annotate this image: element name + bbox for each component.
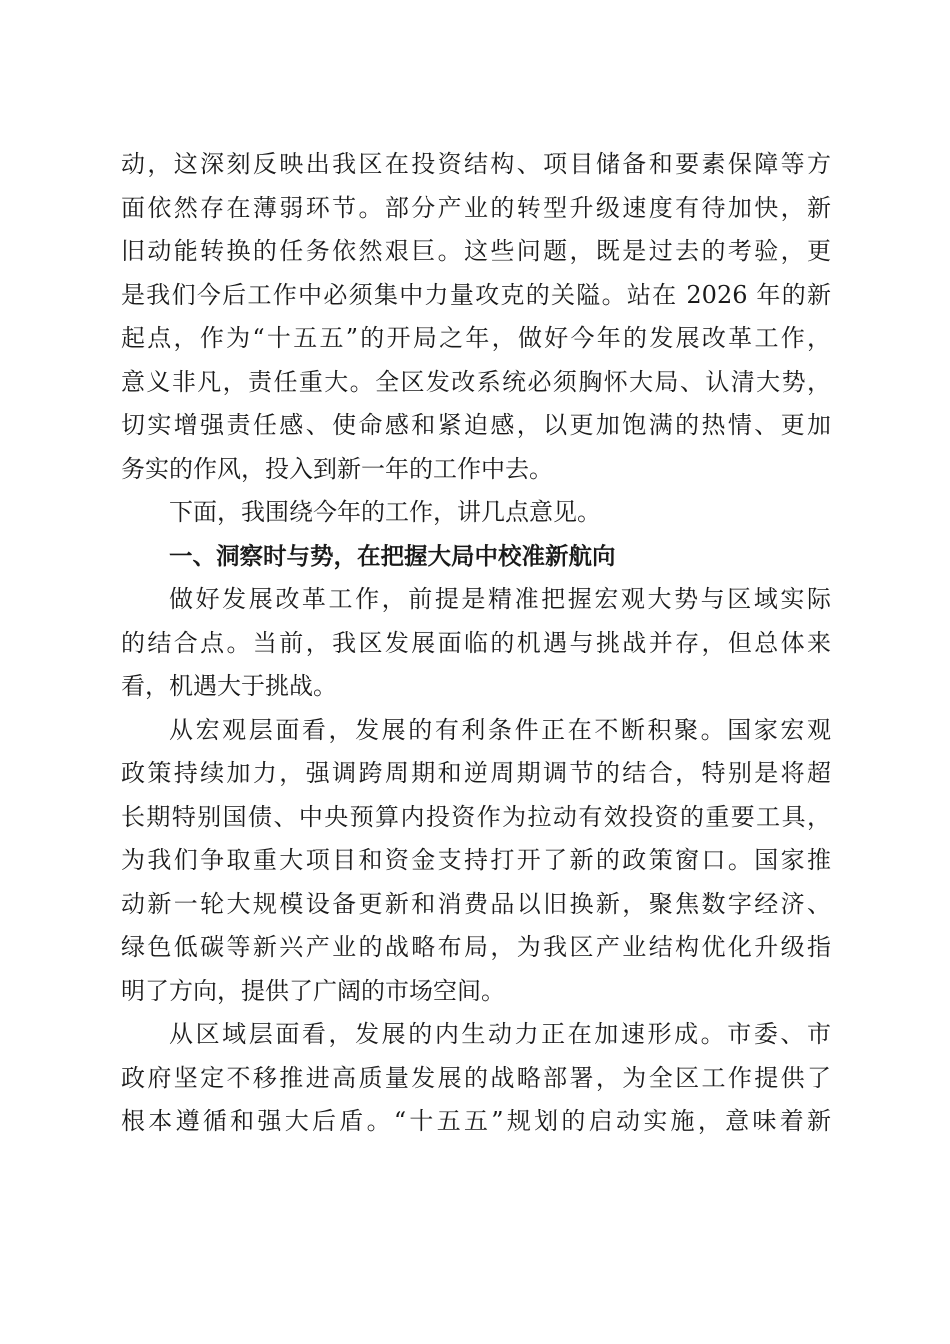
text-line: 切实增强责任感、使命感和紧迫感，以更加饱满的热情、更加: [121, 411, 831, 439]
text-line: 政策持续加力，强调跨周期和逆周期调节的结合，特别是将超: [121, 759, 831, 787]
text-line: 从区域层面看，发展的内生动力正在加速形成。市委、市: [169, 1020, 831, 1048]
section-heading: 一、洞察时与势，在把握大局中校准新航向: [169, 541, 616, 570]
text-line: 是我们今后工作中必须集中力量攻克的关隘。站在 2026 年的新: [121, 280, 831, 309]
text-line: 起点，作为“十五五”的开局之年，做好今年的发展改革工作，: [121, 324, 831, 352]
text-line: 从宏观层面看，发展的有利条件正在不断积聚。国家宏观: [169, 715, 831, 744]
document-body: [121, 143, 831, 1144]
text-line: 绿色低碳等新兴产业的战略布局，为我区产业结构优化升级指: [121, 933, 831, 961]
text-line: 看，机遇大于挑战。: [121, 672, 337, 700]
text-line: 政府坚定不移推进高质量发展的战略部署，为全区工作提供了: [121, 1063, 831, 1092]
text-line: 长期特别国债、中央预算内投资作为拉动有效投资的重要工具，: [121, 802, 831, 831]
text-line: 明了方向，提供了广阔的市场空间。: [121, 976, 505, 1005]
text-line: 的结合点。当前，我区发展面临的机遇与挑战并存，但总体来: [121, 628, 831, 657]
text-line: 动新一轮大规模设备更新和消费品以旧换新，聚焦数字经济、: [121, 889, 831, 918]
text-line: 意义非凡，责任重大。全区发改系统必须胸怀大局、认清大势，: [121, 367, 831, 396]
text-line: 旧动能转换的任务依然艰巨。这些问题，既是过去的考验，更: [121, 237, 831, 265]
paragraph-continued: [121, 143, 831, 491]
text-line: 为我们争取重大项目和资金支持打开了新的政策窗口。国家推: [121, 846, 831, 874]
text-line: 根本遵循和强大后盾。“十五五”规划的启动实施，意味着新: [121, 1107, 831, 1135]
text-line: 面依然存在薄弱环节。部分产业的转型升级速度有待加快，新: [121, 193, 831, 222]
paragraph-3: [121, 1013, 831, 1144]
intro-line: 下面，我围绕今年的工作，讲几点意见。: [169, 498, 601, 526]
text-line: 做好发展改革工作，前提是精准把握宏观大势与区域实际: [169, 585, 831, 613]
text-line: 务实的作风，投入到新一年的工作中去。: [121, 454, 553, 483]
paragraph-1: [121, 578, 831, 709]
paragraph-2: [121, 709, 831, 1014]
text-line: 动，这深刻反映出我区在投资结构、项目储备和要素保障等方: [121, 150, 831, 178]
